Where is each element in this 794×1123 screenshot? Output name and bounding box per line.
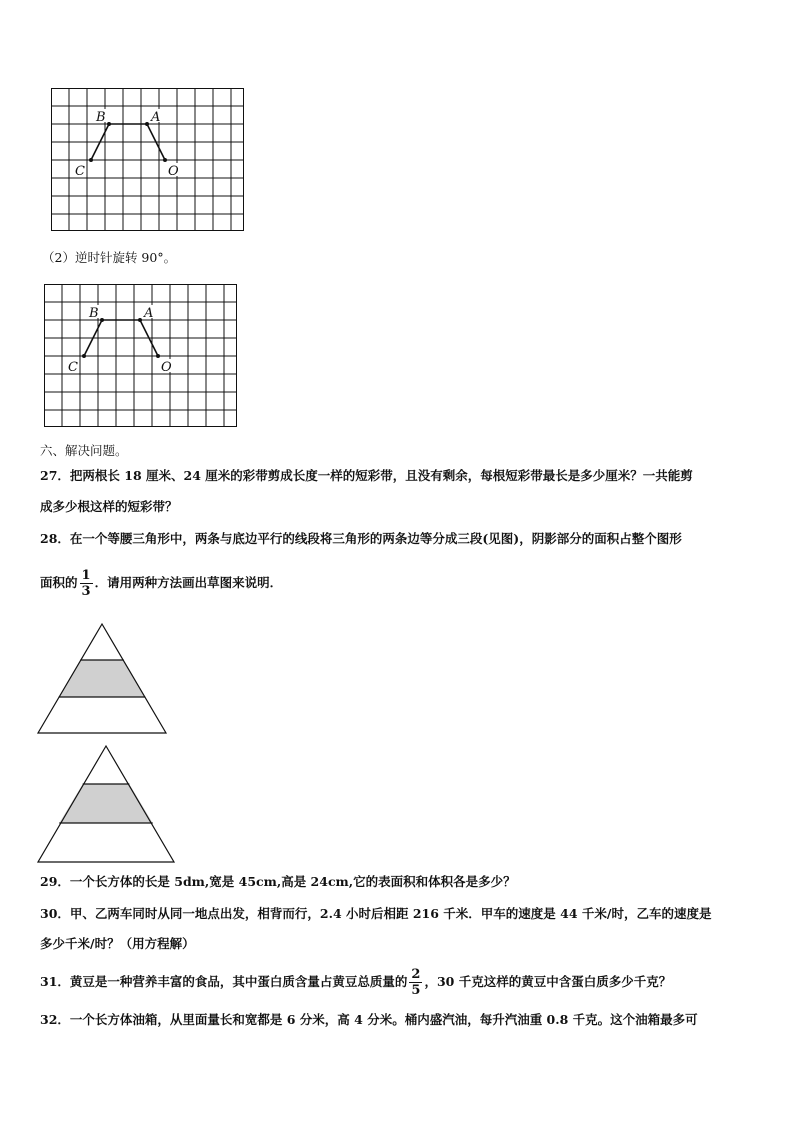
point-label-o: O [161,360,172,375]
q30-line1: 30．甲、乙两车同时从同一地点出发，相背而行，2.4 小时后相距 216 千米．甲车的速度是 44 千米/时，乙车的速度是 [40,906,712,921]
point-label-o: O [168,164,179,179]
q32: 32．一个长方体油箱，从里面量长和宽都是 6 分米，高 4 分米。桶内盛汽油，每升汽油重 0.8 千克。这个油箱最多可 [40,1012,698,1027]
q30-line2: 多少千米/时？（用方程解） [40,936,195,951]
fraction-numerator: 1 [81,568,91,583]
q28-line1: 28．在一个等腰三角形中，两条与底边平行的线段将三角形的两条边等分成三段(见图)，阴影部分的面积占整个图形 [40,531,682,546]
q29: 29．一个长方体的长是 5dm,宽是 45cm,高是 24cm,它的表面积和体积各是多少？ [40,874,516,889]
q31-suffix: ，30 千克这样的黄豆中含蛋白质多少千克？ [424,974,672,989]
fraction-one-third [80,568,93,599]
section-title: 六、解决问题。 [40,443,128,458]
triangle-figure-1 [36,622,168,734]
grid-lines [51,88,244,231]
fraction-two-fifths [409,967,422,998]
triangle-figure-2 [36,744,176,864]
q28-prefix: 面积的 [40,575,78,590]
shaded-band [59,660,146,697]
q28-line2 [40,566,282,600]
point-label-a: A [151,110,161,125]
q27-line1: 27．把两根长 18 厘米、24 厘米的彩带剪成长度一样的短彩带，且没有剩余，每根短彩带最长是多少厘米？一共能剪 [40,468,693,483]
point-label-c: C [68,360,78,375]
q27-line2: 成多少根这样的短彩带？ [40,499,178,514]
point-label-c: C [75,164,85,179]
q28-suffix: ．请用两种方法画出草图来说明． [94,575,283,590]
grid-figure-1 [51,88,245,232]
grid-lines [44,284,237,427]
fraction-denominator: 5 [411,983,421,998]
point-label-b: B [89,306,99,321]
grid-figure-2 [44,284,238,428]
shaded-band [59,784,152,823]
fraction-numerator: 2 [411,967,421,982]
q31 [40,964,671,1000]
q31-prefix: 31．黄豆是一种营养丰富的食品，其中蛋白质含量占黄豆总质量的 [40,974,408,989]
part2-caption: （2）逆时针旋转 90°。 [42,250,177,265]
fraction-denominator: 3 [81,584,91,599]
point-label-b: B [96,110,106,125]
point-label-a: A [144,306,154,321]
